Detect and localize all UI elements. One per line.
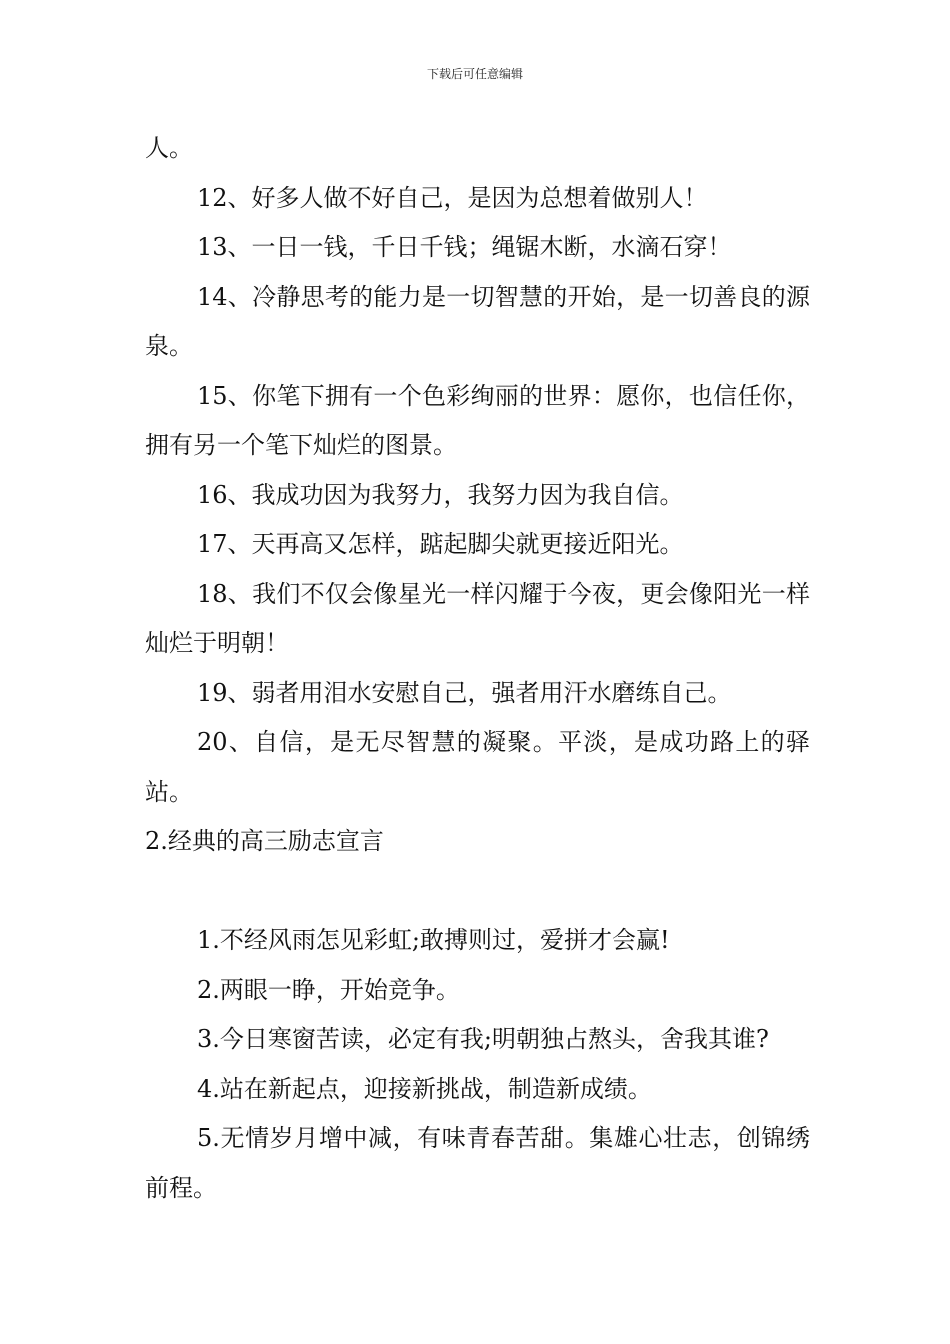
quote-item: 13、一日一钱，千日千钱；绳锯木断，水滴石穿！ <box>197 233 732 261</box>
quote-item: 17、天再高又怎样，踮起脚尖就更接近阳光。 <box>197 530 684 558</box>
continuation-text: 人。 <box>145 134 193 162</box>
quote-item: 20、自信，是无尽智慧的凝聚。平淡，是成功路上的驿站。 <box>145 728 810 806</box>
slogan-item: 2.两眼一睁，开始竞争。 <box>197 975 460 1004</box>
quote-item: 19、弱者用泪水安慰自己，强者用汗水磨练自己。 <box>197 678 732 707</box>
quote-item: 18、我们不仅会像星光一样闪耀于今夜，更会像阳光一样灿烂于明朝！ <box>145 579 810 657</box>
quote-item: 12、好多人做不好自己，是因为总想着做别人！ <box>197 183 708 212</box>
slogan-item: 3.今日寒窗苦读，必定有我;明朝独占熬头，舍我其谁? <box>197 1025 769 1053</box>
slogan-item: 1.不经风雨怎见彩虹;敢搏则过，爱拼才会赢! <box>197 926 670 954</box>
quote-item: 16、我成功因为我努力，我努力因为我自信。 <box>197 480 684 509</box>
slogan-item: 4.站在新起点，迎接新挑战，制造新成绩。 <box>197 1074 652 1103</box>
quote-item: 15、你笔下拥有一个色彩绚丽的世界：愿你，也信任你，拥有另一个笔下灿烂的图景。 <box>145 381 810 459</box>
section-heading: 2.经典的高三励志宣言 <box>145 827 384 855</box>
page-header: 下载后可任意编辑 <box>426 67 523 81</box>
quote-item: 14、冷静思考的能力是一切智慧的开始，是一切善良的源泉。 <box>145 282 810 360</box>
blank-line <box>145 867 810 917</box>
slogan-item: 5.无情岁月增中减，有味青春苦甜。集雄心壮志，创锦绣前程。 <box>145 1124 810 1202</box>
document-body <box>145 124 810 1213</box>
